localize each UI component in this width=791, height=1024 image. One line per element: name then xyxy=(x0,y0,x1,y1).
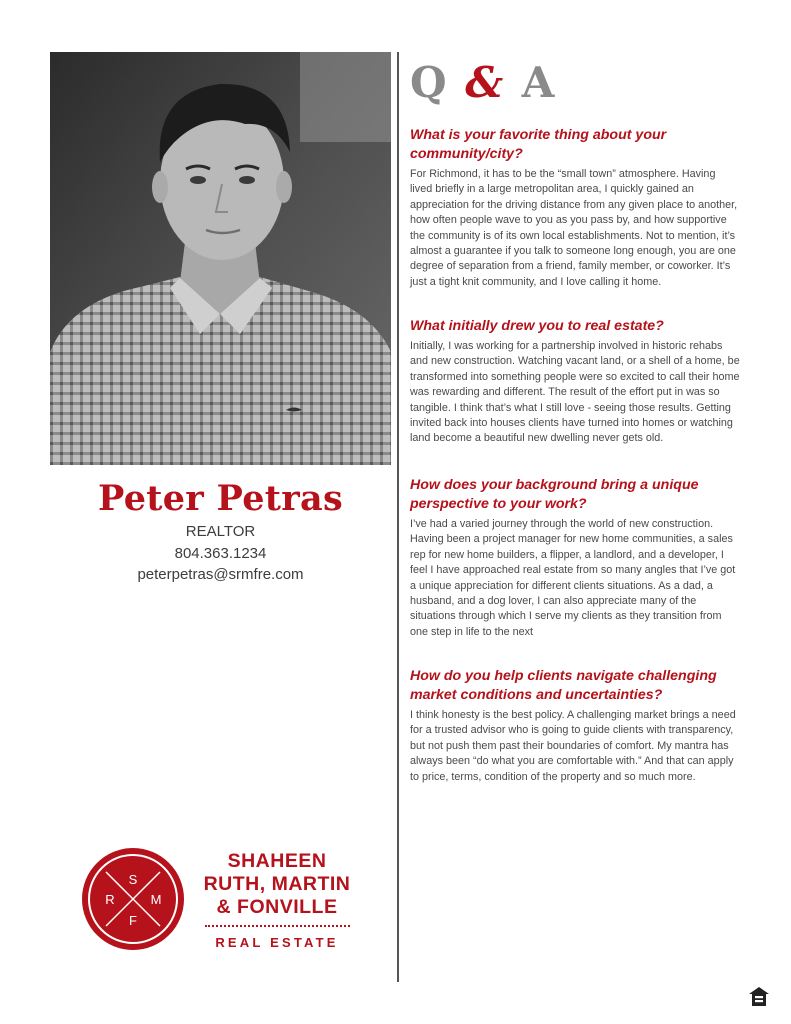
agent-photo xyxy=(50,52,391,465)
logo-letter-f: F xyxy=(129,913,137,928)
firm-subtitle: REAL ESTATE xyxy=(215,935,339,950)
qa-heading xyxy=(410,58,556,107)
firm-name-line2: RUTH, MARTIN xyxy=(203,873,351,895)
qa-answer: I think honesty is the best policy. A challenging market brings a need for a trusted advisor who is going to guide clients with transparency, but not push them past their boundaries of comfort. My mantra has always been “do what you are comfortable with.” And that can apply to price, terms, condition of the property and so much more. xyxy=(410,709,736,783)
column-divider xyxy=(397,52,399,982)
logo-letter-s: S xyxy=(128,872,138,887)
qa-item-drew-to-real-estate xyxy=(410,317,740,447)
qa-answer: Initially, I was working for a partnership involved in historic rehabs and new construction. Watching vacant land, or a shell of a home, be transformed into something people were so excited to call their home was rewarding and different. The result of the effort put in was so tangible. I think that’s what I still love - seeing those results. Getting invited back into houses clients have turned into homes or watching land become a beautiful new dwelling never gets old. xyxy=(410,340,740,445)
firm-name-line3: & FONVILLE xyxy=(216,896,338,918)
qa-question: How does your background bring a unique perspective to your work? xyxy=(410,477,699,512)
equal-housing-icon xyxy=(748,986,770,1013)
agent-phone[interactable]: 804.363.1234 xyxy=(174,545,267,562)
qa-heading-a: A xyxy=(521,58,557,107)
firm-name-line1: SHAHEEN xyxy=(227,850,327,872)
agent-email[interactable]: peterpetras@srmfre.com xyxy=(137,566,304,583)
firm-dotted-divider xyxy=(205,925,350,927)
qa-answer: I’ve had a varied journey through the world of new construction. Having been a project manager for new home communities, a sales rep for new home builders, a flipper, a landlord, and a developer, I feel I have approached real estate from so many angles that I’ve got a unique appreciation for different clients situations. As a dad, a husband, and a dog lover, I can also appreciate many of the situations through which I serve my clients as they transition from one step in life to the next xyxy=(410,518,736,638)
qa-item-market-conditions xyxy=(410,667,740,785)
qa-question: How do you help clients navigate challenging market conditions and uncertainties? xyxy=(410,668,717,703)
agent-name: Peter Petras xyxy=(98,478,343,519)
firm-name xyxy=(192,850,362,919)
qa-item-community xyxy=(410,126,740,290)
qa-heading-amp: & xyxy=(465,58,506,107)
qa-question: What initially drew you to real estate? xyxy=(410,318,664,334)
logo-letter-r: R xyxy=(105,892,115,907)
agent-title: REALTOR xyxy=(185,523,256,540)
srmf-logo-mark xyxy=(82,848,184,950)
qa-question: What is your favorite thing about your community/city? xyxy=(410,127,667,162)
qa-answer: For Richmond, it has to be the “small town” atmosphere. Having lived briefly in a large metropolitan area, I quickly gained an appreciation for the driving distance from any given place to another, how often people wave to you as you pass by, and how supportive the community is of its own local establishments. Not to mention, it’s almost a guarantee if you talk to someone long enough, you are one degree of separation from a friend, family member, or coworker. It’s just a tight knit community, and I love calling it home. xyxy=(410,168,738,288)
qa-heading-q: Q xyxy=(410,58,449,107)
qa-item-background xyxy=(410,476,740,640)
logo-letter-m: M xyxy=(150,892,162,907)
